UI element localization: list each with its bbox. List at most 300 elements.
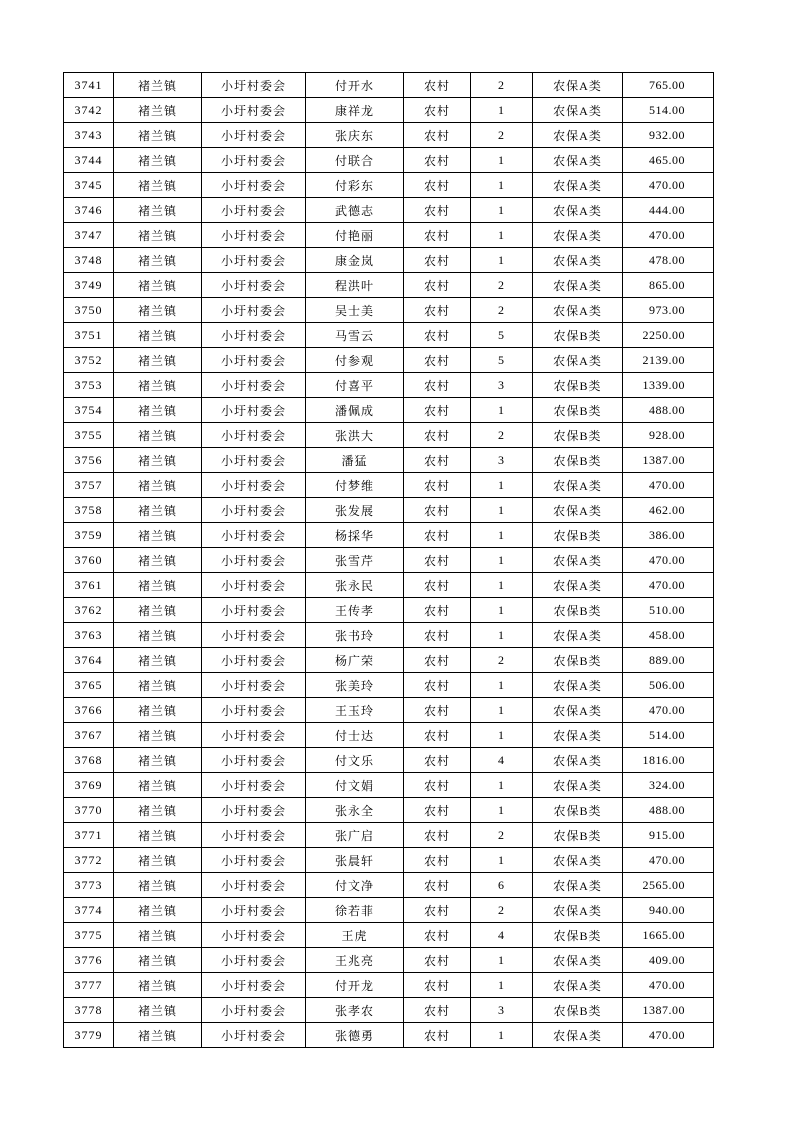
cell-town: 褚兰镇	[114, 873, 202, 898]
cell-town: 褚兰镇	[114, 298, 202, 323]
cell-count: 1	[471, 1023, 533, 1048]
cell-village: 小圩村委会	[202, 498, 306, 523]
cell-category: 农保A类	[533, 198, 623, 223]
records-table	[63, 72, 714, 1048]
cell-town: 褚兰镇	[114, 923, 202, 948]
cell-serial: 3777	[64, 973, 114, 998]
cell-town: 褚兰镇	[114, 523, 202, 548]
table-row	[64, 923, 714, 948]
cell-name: 张庆东	[306, 123, 404, 148]
cell-name: 吴士美	[306, 298, 404, 323]
cell-category: 农保A类	[533, 298, 623, 323]
cell-amount: 470.00	[623, 548, 714, 573]
cell-amount: 470.00	[623, 473, 714, 498]
cell-type: 农村	[404, 948, 471, 973]
cell-type: 农村	[404, 723, 471, 748]
cell-village: 小圩村委会	[202, 473, 306, 498]
table-row	[64, 573, 714, 598]
cell-name: 康祥龙	[306, 98, 404, 123]
cell-amount: 510.00	[623, 598, 714, 623]
table-row	[64, 423, 714, 448]
cell-village: 小圩村委会	[202, 598, 306, 623]
cell-amount: 506.00	[623, 673, 714, 698]
cell-count: 6	[471, 873, 533, 898]
cell-village: 小圩村委会	[202, 998, 306, 1023]
cell-amount: 386.00	[623, 523, 714, 548]
cell-name: 杨採华	[306, 523, 404, 548]
cell-type: 农村	[404, 123, 471, 148]
cell-serial: 3750	[64, 298, 114, 323]
cell-village: 小圩村委会	[202, 873, 306, 898]
cell-name: 付喜平	[306, 373, 404, 398]
cell-amount: 973.00	[623, 298, 714, 323]
cell-type: 农村	[404, 698, 471, 723]
cell-village: 小圩村委会	[202, 973, 306, 998]
cell-count: 1	[471, 548, 533, 573]
cell-name: 付联合	[306, 148, 404, 173]
table-row	[64, 448, 714, 473]
cell-name: 王玉玲	[306, 698, 404, 723]
cell-serial: 3771	[64, 823, 114, 848]
cell-town: 褚兰镇	[114, 448, 202, 473]
table-row	[64, 98, 714, 123]
table-row	[64, 223, 714, 248]
cell-town: 褚兰镇	[114, 1023, 202, 1048]
cell-serial: 3769	[64, 773, 114, 798]
cell-type: 农村	[404, 223, 471, 248]
cell-amount: 1816.00	[623, 748, 714, 773]
cell-category: 农保A类	[533, 123, 623, 148]
cell-village: 小圩村委会	[202, 723, 306, 748]
cell-amount: 1339.00	[623, 373, 714, 398]
cell-type: 农村	[404, 573, 471, 598]
cell-amount: 1665.00	[623, 923, 714, 948]
cell-village: 小圩村委会	[202, 948, 306, 973]
cell-name: 张书玲	[306, 623, 404, 648]
cell-serial: 3762	[64, 598, 114, 623]
cell-serial: 3772	[64, 848, 114, 873]
cell-village: 小圩村委会	[202, 223, 306, 248]
table-row	[64, 1023, 714, 1048]
cell-serial: 3764	[64, 648, 114, 673]
cell-count: 1	[471, 98, 533, 123]
cell-town: 褚兰镇	[114, 823, 202, 848]
cell-category: 农保A类	[533, 273, 623, 298]
cell-name: 张德勇	[306, 1023, 404, 1048]
cell-serial: 3768	[64, 748, 114, 773]
table-row	[64, 323, 714, 348]
cell-village: 小圩村委会	[202, 648, 306, 673]
cell-town: 褚兰镇	[114, 98, 202, 123]
cell-village: 小圩村委会	[202, 373, 306, 398]
cell-amount: 478.00	[623, 248, 714, 273]
cell-category: 农保A类	[533, 898, 623, 923]
cell-village: 小圩村委会	[202, 1023, 306, 1048]
cell-name: 张雪芹	[306, 548, 404, 573]
cell-name: 付文净	[306, 873, 404, 898]
cell-category: 农保B类	[533, 523, 623, 548]
table-row	[64, 873, 714, 898]
cell-town: 褚兰镇	[114, 723, 202, 748]
cell-category: 农保A类	[533, 98, 623, 123]
cell-serial: 3748	[64, 248, 114, 273]
cell-amount: 470.00	[623, 973, 714, 998]
cell-type: 农村	[404, 273, 471, 298]
cell-category: 农保B类	[533, 923, 623, 948]
cell-town: 褚兰镇	[114, 773, 202, 798]
cell-count: 1	[471, 773, 533, 798]
cell-category: 农保A类	[533, 723, 623, 748]
cell-village: 小圩村委会	[202, 923, 306, 948]
cell-category: 农保A类	[533, 673, 623, 698]
cell-amount: 470.00	[623, 1023, 714, 1048]
cell-type: 农村	[404, 648, 471, 673]
table-row	[64, 498, 714, 523]
table-row	[64, 748, 714, 773]
cell-town: 褚兰镇	[114, 673, 202, 698]
cell-amount: 1387.00	[623, 448, 714, 473]
cell-amount: 932.00	[623, 123, 714, 148]
cell-count: 2	[471, 273, 533, 298]
cell-name: 武德志	[306, 198, 404, 223]
cell-type: 农村	[404, 1023, 471, 1048]
cell-village: 小圩村委会	[202, 898, 306, 923]
cell-name: 潘佩成	[306, 398, 404, 423]
cell-count: 2	[471, 298, 533, 323]
cell-amount: 470.00	[623, 698, 714, 723]
cell-type: 农村	[404, 148, 471, 173]
cell-category: 农保A类	[533, 848, 623, 873]
cell-serial: 3774	[64, 898, 114, 923]
cell-amount: 324.00	[623, 773, 714, 798]
cell-type: 农村	[404, 348, 471, 373]
cell-name: 康金岚	[306, 248, 404, 273]
cell-category: 农保A类	[533, 73, 623, 98]
cell-name: 张孝农	[306, 998, 404, 1023]
cell-category: 农保A类	[533, 248, 623, 273]
table-row	[64, 273, 714, 298]
cell-town: 褚兰镇	[114, 323, 202, 348]
cell-count: 1	[471, 848, 533, 873]
cell-village: 小圩村委会	[202, 73, 306, 98]
cell-village: 小圩村委会	[202, 773, 306, 798]
cell-town: 褚兰镇	[114, 248, 202, 273]
cell-category: 农保B类	[533, 823, 623, 848]
cell-village: 小圩村委会	[202, 573, 306, 598]
cell-village: 小圩村委会	[202, 248, 306, 273]
cell-category: 农保A类	[533, 548, 623, 573]
cell-type: 农村	[404, 773, 471, 798]
cell-town: 褚兰镇	[114, 473, 202, 498]
cell-name: 张美玲	[306, 673, 404, 698]
cell-serial: 3756	[64, 448, 114, 473]
cell-count: 1	[471, 473, 533, 498]
cell-town: 褚兰镇	[114, 948, 202, 973]
cell-name: 张永全	[306, 798, 404, 823]
table-row	[64, 123, 714, 148]
cell-village: 小圩村委会	[202, 798, 306, 823]
cell-town: 褚兰镇	[114, 73, 202, 98]
cell-name: 张永民	[306, 573, 404, 598]
cell-type: 农村	[404, 898, 471, 923]
cell-town: 褚兰镇	[114, 623, 202, 648]
cell-type: 农村	[404, 998, 471, 1023]
cell-amount: 470.00	[623, 223, 714, 248]
cell-amount: 444.00	[623, 198, 714, 223]
cell-serial: 3773	[64, 873, 114, 898]
cell-type: 农村	[404, 523, 471, 548]
table-row	[64, 173, 714, 198]
table-row	[64, 373, 714, 398]
cell-name: 徐若菲	[306, 898, 404, 923]
cell-town: 褚兰镇	[114, 848, 202, 873]
cell-type: 农村	[404, 848, 471, 873]
cell-amount: 928.00	[623, 423, 714, 448]
table-row	[64, 798, 714, 823]
cell-type: 农村	[404, 98, 471, 123]
cell-town: 褚兰镇	[114, 898, 202, 923]
cell-name: 王传孝	[306, 598, 404, 623]
cell-category: 农保B类	[533, 648, 623, 673]
cell-category: 农保A类	[533, 1023, 623, 1048]
table-row	[64, 673, 714, 698]
cell-town: 褚兰镇	[114, 348, 202, 373]
cell-count: 5	[471, 323, 533, 348]
cell-amount: 470.00	[623, 173, 714, 198]
cell-type: 农村	[404, 473, 471, 498]
cell-category: 农保B类	[533, 598, 623, 623]
cell-serial: 3765	[64, 673, 114, 698]
cell-village: 小圩村委会	[202, 173, 306, 198]
cell-count: 2	[471, 423, 533, 448]
cell-amount: 488.00	[623, 798, 714, 823]
cell-village: 小圩村委会	[202, 848, 306, 873]
cell-serial: 3751	[64, 323, 114, 348]
cell-category: 农保A类	[533, 748, 623, 773]
cell-serial: 3743	[64, 123, 114, 148]
table-row	[64, 298, 714, 323]
cell-type: 农村	[404, 323, 471, 348]
cell-town: 褚兰镇	[114, 223, 202, 248]
cell-count: 4	[471, 923, 533, 948]
cell-category: 农保A类	[533, 148, 623, 173]
cell-type: 农村	[404, 748, 471, 773]
cell-name: 付彩东	[306, 173, 404, 198]
cell-amount: 765.00	[623, 73, 714, 98]
cell-name: 付文娟	[306, 773, 404, 798]
table-row	[64, 73, 714, 98]
cell-serial: 3766	[64, 698, 114, 723]
cell-category: 农保A类	[533, 873, 623, 898]
cell-town: 褚兰镇	[114, 373, 202, 398]
cell-village: 小圩村委会	[202, 748, 306, 773]
cell-amount: 940.00	[623, 898, 714, 923]
cell-name: 付参观	[306, 348, 404, 373]
table-row	[64, 648, 714, 673]
cell-amount: 470.00	[623, 573, 714, 598]
table-row	[64, 548, 714, 573]
cell-count: 1	[471, 673, 533, 698]
cell-count: 1	[471, 698, 533, 723]
cell-count: 3	[471, 448, 533, 473]
cell-count: 1	[471, 148, 533, 173]
cell-type: 农村	[404, 198, 471, 223]
cell-count: 2	[471, 898, 533, 923]
cell-village: 小圩村委会	[202, 98, 306, 123]
cell-town: 褚兰镇	[114, 748, 202, 773]
cell-serial: 3752	[64, 348, 114, 373]
table-row	[64, 398, 714, 423]
cell-type: 农村	[404, 548, 471, 573]
cell-serial: 3761	[64, 573, 114, 598]
cell-town: 褚兰镇	[114, 123, 202, 148]
cell-count: 1	[471, 798, 533, 823]
cell-count: 1	[471, 598, 533, 623]
cell-serial: 3759	[64, 523, 114, 548]
cell-type: 农村	[404, 373, 471, 398]
cell-name: 张洪大	[306, 423, 404, 448]
cell-village: 小圩村委会	[202, 673, 306, 698]
table-row	[64, 348, 714, 373]
cell-amount: 458.00	[623, 623, 714, 648]
cell-serial: 3741	[64, 73, 114, 98]
cell-count: 1	[471, 623, 533, 648]
cell-village: 小圩村委会	[202, 348, 306, 373]
table-row	[64, 773, 714, 798]
cell-village: 小圩村委会	[202, 298, 306, 323]
cell-serial: 3770	[64, 798, 114, 823]
table-row	[64, 973, 714, 998]
cell-category: 农保A类	[533, 173, 623, 198]
cell-village: 小圩村委会	[202, 548, 306, 573]
cell-amount: 889.00	[623, 648, 714, 673]
cell-serial: 3744	[64, 148, 114, 173]
cell-town: 褚兰镇	[114, 548, 202, 573]
cell-serial: 3776	[64, 948, 114, 973]
table-row	[64, 523, 714, 548]
cell-count: 2	[471, 823, 533, 848]
cell-type: 农村	[404, 448, 471, 473]
cell-village: 小圩村委会	[202, 323, 306, 348]
cell-count: 1	[471, 173, 533, 198]
cell-type: 农村	[404, 823, 471, 848]
cell-count: 3	[471, 998, 533, 1023]
cell-village: 小圩村委会	[202, 423, 306, 448]
cell-serial: 3747	[64, 223, 114, 248]
cell-count: 3	[471, 373, 533, 398]
cell-count: 4	[471, 748, 533, 773]
cell-category: 农保B类	[533, 423, 623, 448]
cell-count: 1	[471, 248, 533, 273]
cell-serial: 3746	[64, 198, 114, 223]
cell-name: 付梦维	[306, 473, 404, 498]
cell-type: 农村	[404, 798, 471, 823]
table-row	[64, 823, 714, 848]
cell-amount: 2250.00	[623, 323, 714, 348]
table-row	[64, 248, 714, 273]
cell-type: 农村	[404, 248, 471, 273]
cell-category: 农保B类	[533, 798, 623, 823]
cell-name: 潘猛	[306, 448, 404, 473]
cell-count: 1	[471, 723, 533, 748]
cell-village: 小圩村委会	[202, 823, 306, 848]
cell-amount: 1387.00	[623, 998, 714, 1023]
table-row	[64, 948, 714, 973]
cell-category: 农保A类	[533, 948, 623, 973]
cell-category: 农保A类	[533, 698, 623, 723]
table-row	[64, 698, 714, 723]
cell-type: 农村	[404, 873, 471, 898]
cell-category: 农保A类	[533, 498, 623, 523]
cell-town: 褚兰镇	[114, 598, 202, 623]
table-row	[64, 898, 714, 923]
cell-town: 褚兰镇	[114, 198, 202, 223]
cell-name: 马雪云	[306, 323, 404, 348]
cell-town: 褚兰镇	[114, 398, 202, 423]
cell-town: 褚兰镇	[114, 973, 202, 998]
cell-type: 农村	[404, 598, 471, 623]
cell-name: 张广启	[306, 823, 404, 848]
cell-type: 农村	[404, 73, 471, 98]
cell-count: 2	[471, 648, 533, 673]
cell-village: 小圩村委会	[202, 123, 306, 148]
cell-serial: 3745	[64, 173, 114, 198]
cell-amount: 409.00	[623, 948, 714, 973]
cell-count: 1	[471, 523, 533, 548]
cell-village: 小圩村委会	[202, 448, 306, 473]
cell-name: 王兆亮	[306, 948, 404, 973]
cell-count: 1	[471, 948, 533, 973]
cell-village: 小圩村委会	[202, 148, 306, 173]
cell-serial: 3775	[64, 923, 114, 948]
cell-amount: 488.00	[623, 398, 714, 423]
cell-count: 1	[471, 223, 533, 248]
cell-count: 2	[471, 123, 533, 148]
cell-category: 农保B类	[533, 398, 623, 423]
cell-type: 农村	[404, 673, 471, 698]
cell-serial: 3755	[64, 423, 114, 448]
cell-serial: 3757	[64, 473, 114, 498]
cell-serial: 3779	[64, 1023, 114, 1048]
cell-serial: 3754	[64, 398, 114, 423]
cell-count: 1	[471, 573, 533, 598]
cell-type: 农村	[404, 423, 471, 448]
table-row	[64, 598, 714, 623]
table-row	[64, 848, 714, 873]
cell-category: 农保A类	[533, 223, 623, 248]
cell-count: 1	[471, 973, 533, 998]
cell-category: 农保B类	[533, 998, 623, 1023]
cell-name: 张发展	[306, 498, 404, 523]
cell-type: 农村	[404, 498, 471, 523]
cell-type: 农村	[404, 923, 471, 948]
cell-serial: 3742	[64, 98, 114, 123]
cell-name: 王虎	[306, 923, 404, 948]
cell-category: 农保A类	[533, 973, 623, 998]
cell-name: 程洪叶	[306, 273, 404, 298]
table-row	[64, 723, 714, 748]
cell-amount: 465.00	[623, 148, 714, 173]
cell-type: 农村	[404, 398, 471, 423]
cell-count: 2	[471, 73, 533, 98]
cell-name: 付艳丽	[306, 223, 404, 248]
cell-village: 小圩村委会	[202, 198, 306, 223]
cell-serial: 3753	[64, 373, 114, 398]
cell-amount: 514.00	[623, 723, 714, 748]
cell-count: 5	[471, 348, 533, 373]
table-row	[64, 998, 714, 1023]
table-row	[64, 148, 714, 173]
